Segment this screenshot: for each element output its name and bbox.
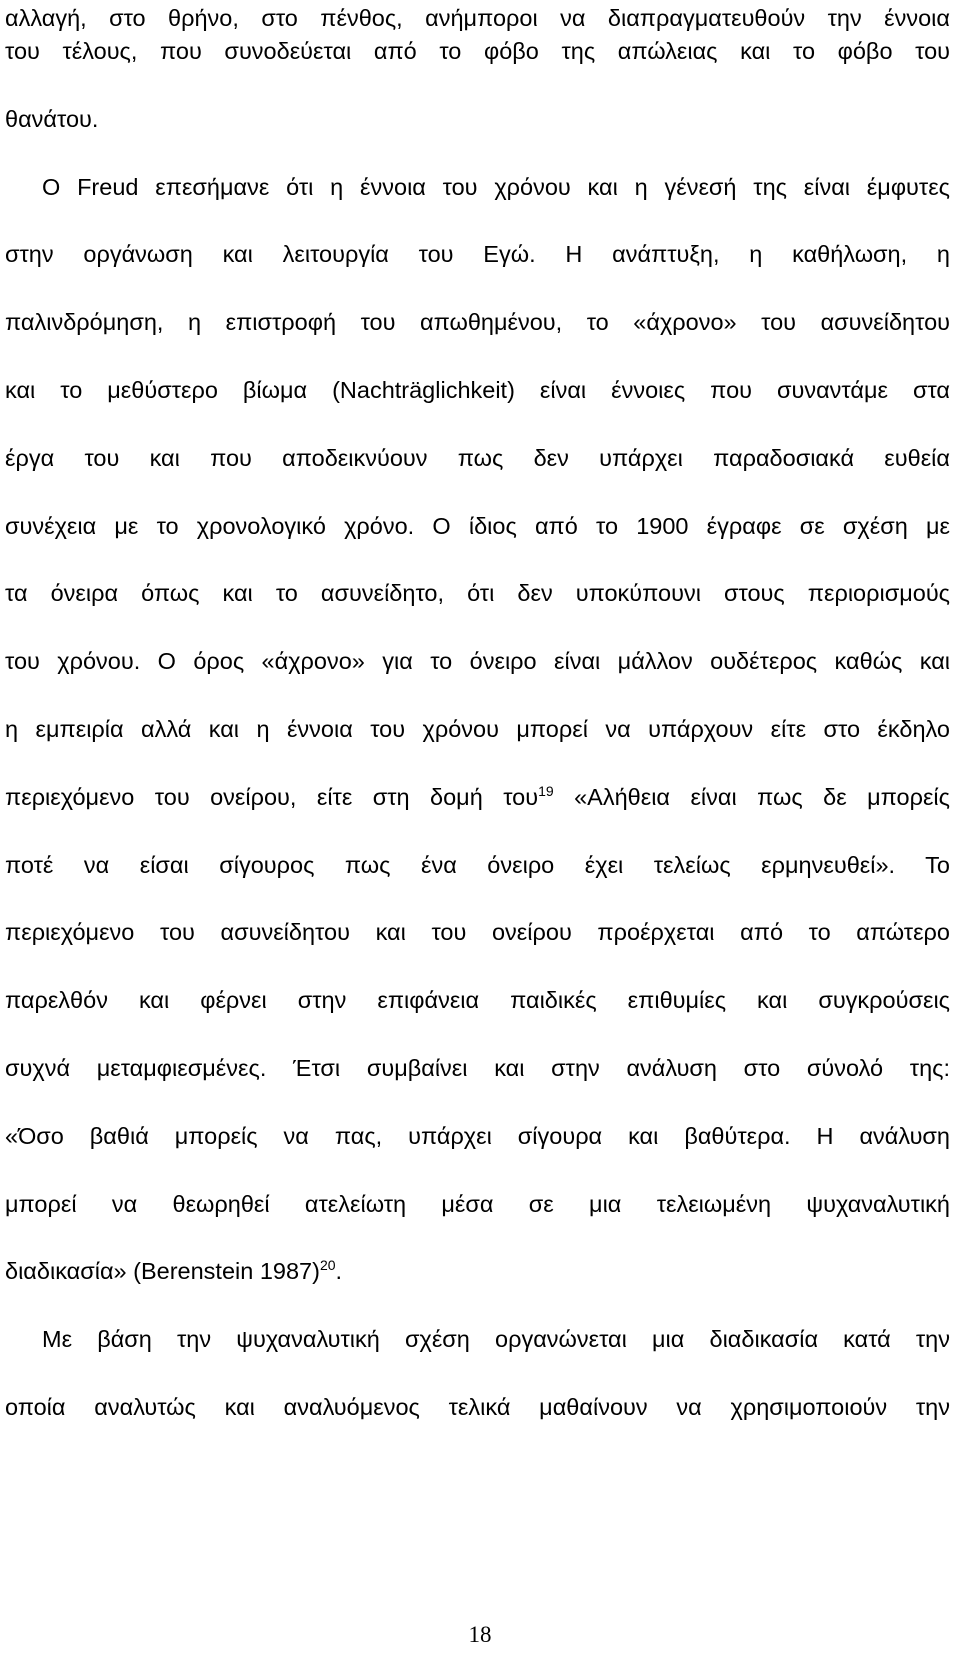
text-line: περιεχόμενο του ασυνείδητου και του ονείρου προέρχεται από το απώτερο: [5, 919, 950, 946]
text-line: παρελθόν και φέρνει στην επιφάνεια παιδικές επιθυμίες και συγκρούσεις: [5, 987, 950, 1014]
text-line: οποία αναλυτώς και αναλυόμενος τελικά μαθαίνουν να χρησιμοποιούν την: [5, 1393, 950, 1420]
text-line: τα όνειρα όπως και το ασυνείδητο, ότι δεν υποκύπουνι στους περιορισμούς: [5, 580, 950, 607]
text-line: στην οργάνωση και λειτουργία του Εγώ. Η ανάπτυξη, η καθήλωση, η: [5, 241, 950, 268]
text-line: συνέχεια με το χρονολογικό χρόνο. Ο ίδιος από το 1900 έγραφε σε σχέση με: [5, 512, 950, 539]
text-line: ποτέ να είσαι σίγουρος πως ένα όνειρο έχει τελείως ερμηνευθεί». Το: [5, 851, 950, 878]
text-segment: .: [335, 1258, 343, 1285]
text-line: συχνά μεταμφιεσμένες. Έτσι συμβαίνει και στην ανάλυση στο σύνολό της:: [5, 1054, 950, 1081]
text-line-with-footnote: [5, 1256, 950, 1324]
text-line: και το μεθύστερο βίωμα (Nachträglichkeit) είναι έννοιες που συναντάμε στα: [5, 376, 950, 403]
text-line-with-footnote: [5, 782, 950, 850]
footnote-marker-20[interactable]: 20: [319, 1257, 336, 1274]
paragraph-first-line: Ο Freud επεσήμανε ότι η έννοια του χρόνου και η γένεσή της είναι έμφυτες: [42, 173, 950, 200]
text-line: η εμπειρία αλλά και η έννοια του χρόνου μπορεί να υπάρχουν είτε στο έκδηλο: [5, 715, 950, 742]
paragraph-first-line: Με βάση την ψυχαναλυτική σχέση οργανώνεται μια διαδικασία κατά την: [42, 1326, 950, 1353]
text-line: του τέλους, που συνοδεύεται από το φόβο της απώλειας και το φόβο του: [5, 38, 950, 64]
text-segment: «Αλήθεια είναι πως δε μπορείς: [553, 783, 950, 810]
text-line: μπορεί να θεωρηθεί ατελείωτη μέσα σε μια τελειωμένη ψυχαναλυτική: [5, 1190, 950, 1217]
page-number: 18: [468, 1622, 492, 1647]
text-line: «Όσο βαθιά μπορείς να πας, υπάρχει σίγουρα και βαθύτερα. Η ανάλυση: [5, 1122, 950, 1149]
text-line: αλλαγή, στο θρήνο, στο πένθος, ανήμποροι να διαπραγματευθούν την έννοια: [5, 5, 950, 31]
text-line: έργα του και που αποδεικνύουν πως δεν υπάρχει παραδοσιακά ευθεία: [5, 444, 950, 471]
text-line: παλινδρόμηση, η επιστροφή του απωθημένου, το «άχρονο» του ασυνείδητου: [5, 309, 950, 336]
text-segment: περιεχόμενο του ονείρου, είτε στη δομή του: [5, 783, 539, 810]
text-line: θανάτου.: [5, 105, 99, 132]
body-text: [5, 0, 950, 1460]
footnote-marker-19[interactable]: 19: [538, 782, 554, 799]
text-line: του χρόνου. Ο όρος «άχρονο» για το όνειρο είναι μάλλον ουδέτερος καθώς και: [5, 648, 950, 675]
text-segment: διαδικασία» (Berenstein 1987): [5, 1258, 320, 1285]
